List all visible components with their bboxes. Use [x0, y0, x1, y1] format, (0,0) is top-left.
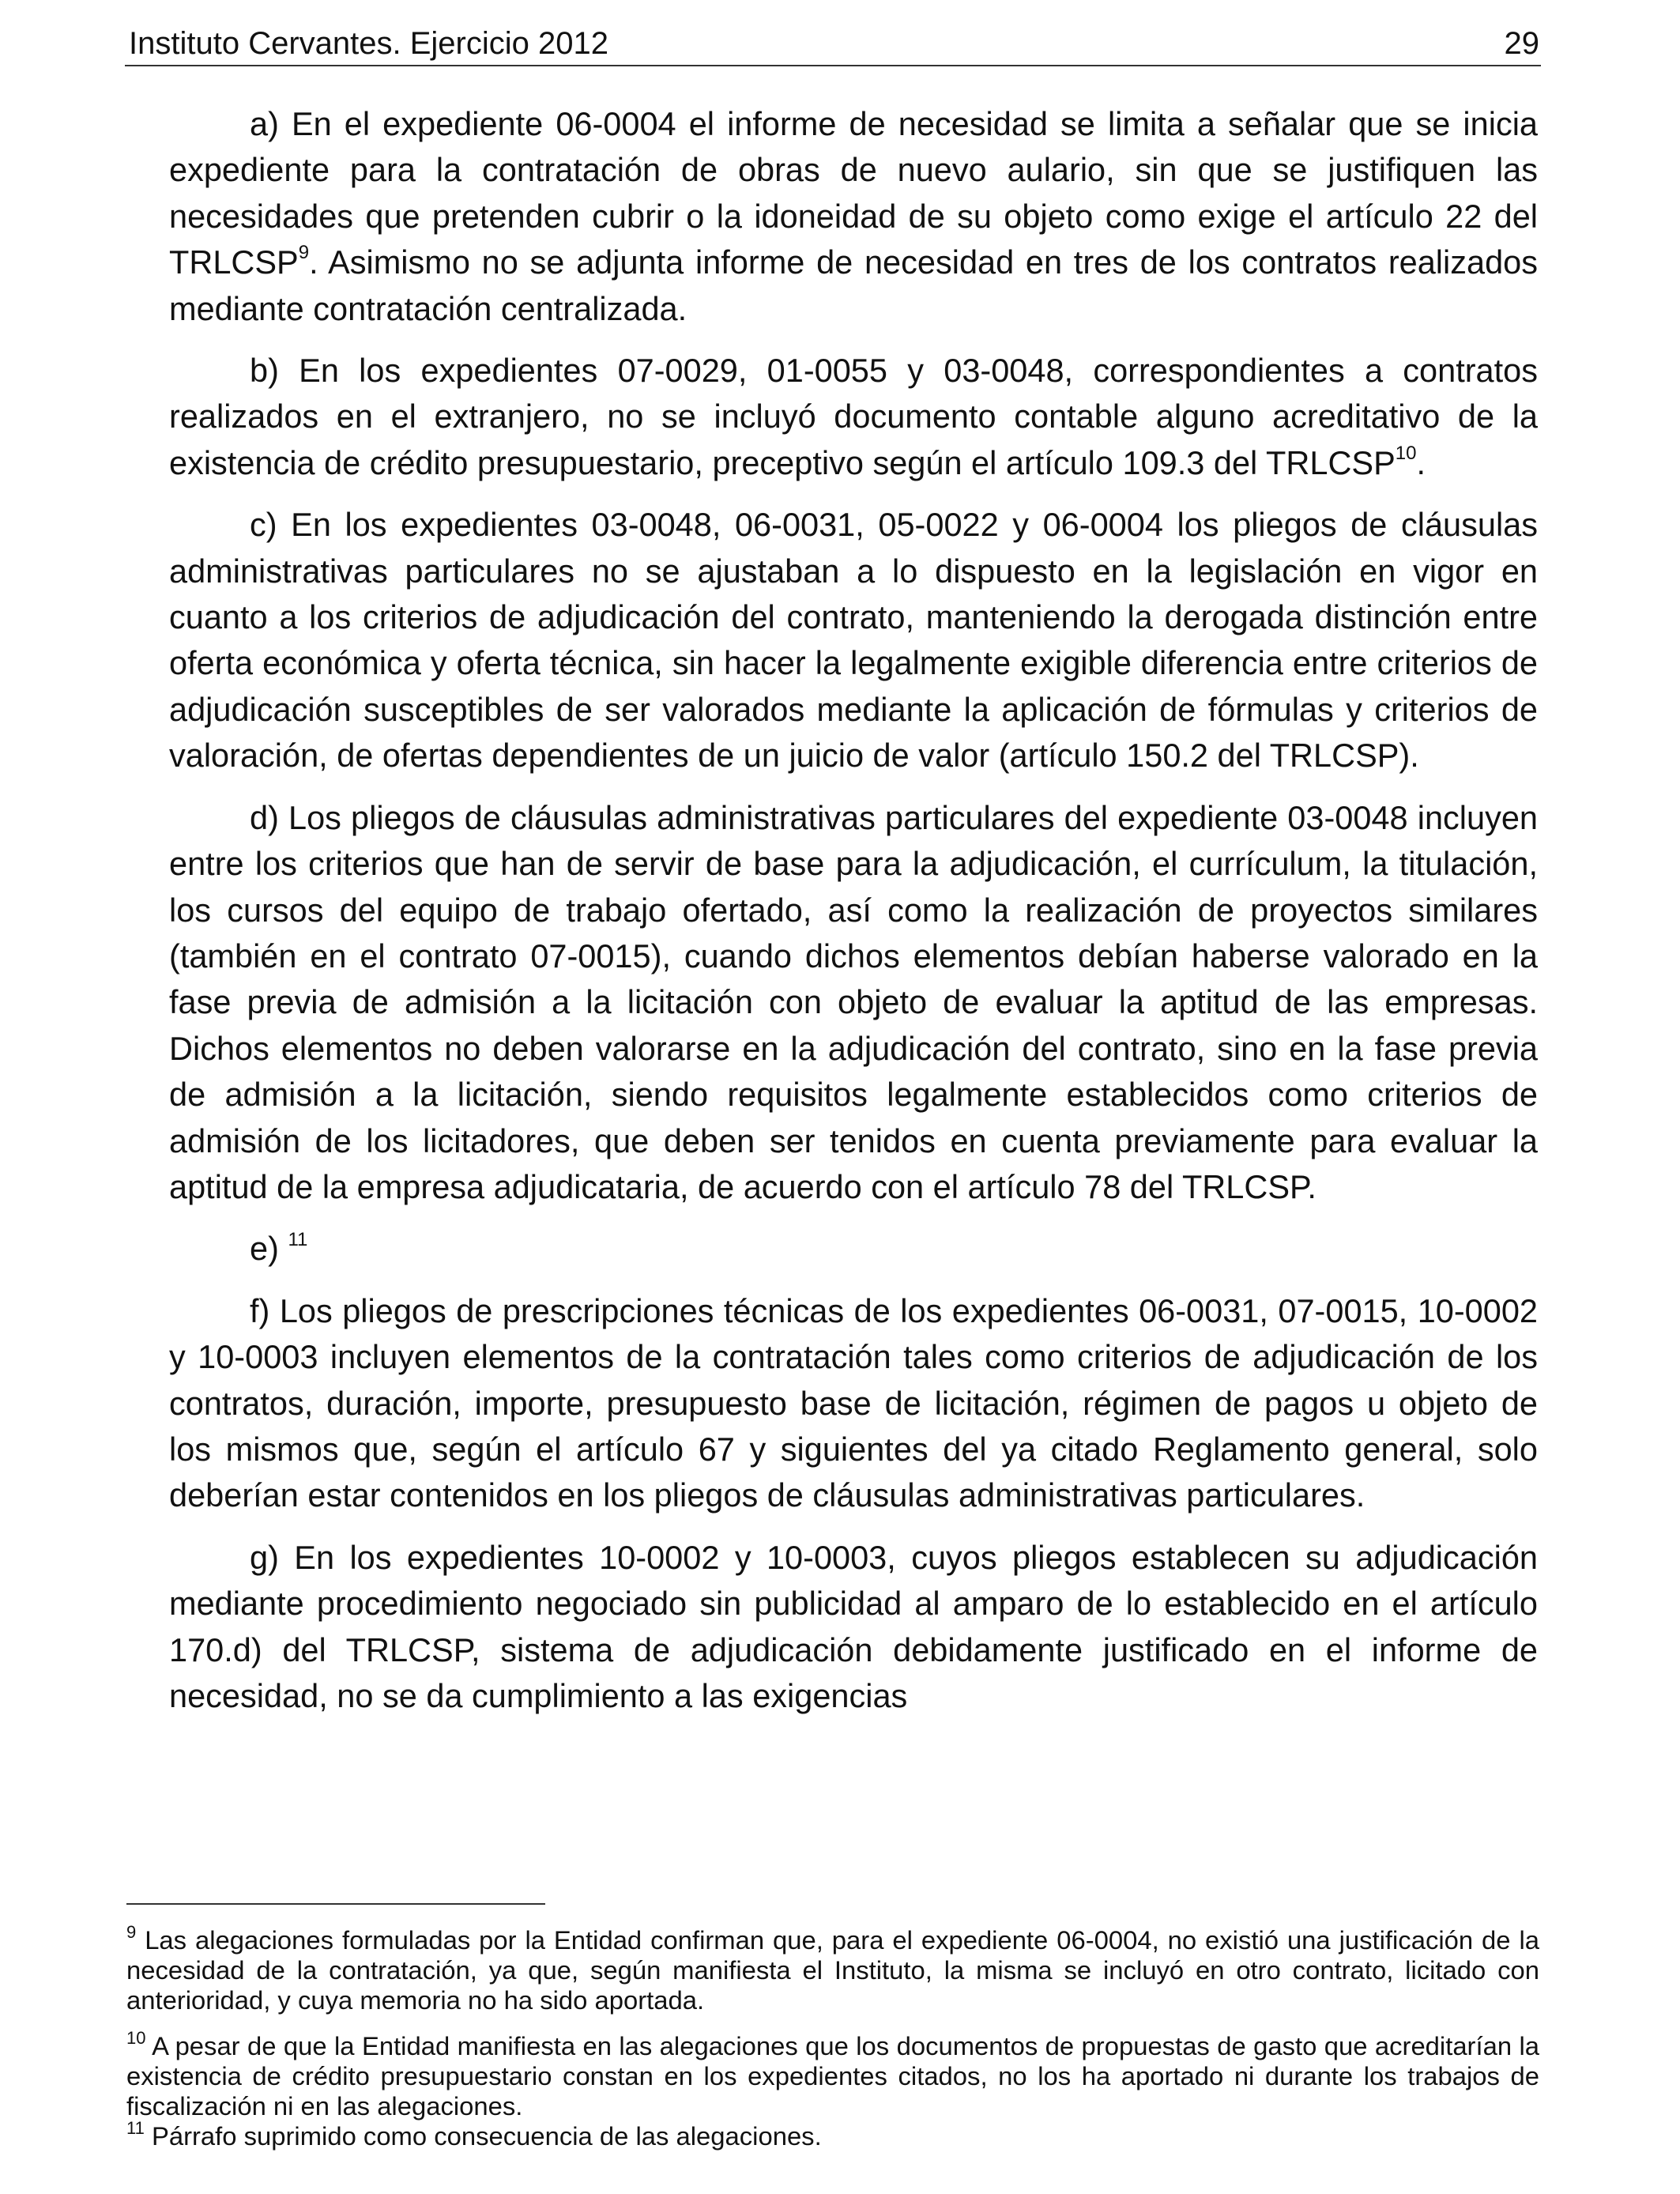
- paragraph-text: a) En el expediente 06-0004 el informe de necesidad se limita a señalar que se inicia expediente para la contratación de obras de nuevo aulario, sin que se justifiquen las necesidades que pretenden cubrir o la idoneidad de su objeto como exige el artículo 22 del TRLCSP: [169, 105, 1538, 281]
- header-rule: [125, 65, 1541, 66]
- paragraph-text: . Asimismo no se adjunta informe de necesidad en tres de los contratos realizados mediante contratación centralizada.: [169, 243, 1538, 327]
- paragraph-g: g) En los expedientes 10-0002 y 10-0003, cuyos pliegos establecen su adjudicación mediante procedimiento negociado sin publicidad al amparo de lo establecido en el artículo 170.d) del TRLCSP, sistema de adjudicación debidamente justificado en el informe de necesidad, no se da cumplimiento a las exigencias: [169, 1538, 1538, 1714]
- paragraph-text: .: [1416, 443, 1426, 481]
- paragraph-d: d) Los pliegos de cláusulas administrativas particulares del expediente 03-0048 incluyen entre los criterios que han de servir de base para la adjudicación, el currículum, la titulación, los cursos del equipo de trabajo ofertado, así como la realización de proyectos similares (también en el contrato 07-0015), cuando dichos elementos debían haberse valorado en la fase previa de admisión a la licitación con objeto de evaluar la aptitud de las empresas. Dichos elementos no deben valorarse en la adjudicación del contrato, sino en la fase previa de admisión a la licitación, siendo requisitos legalmente establecidos como criterios de admisión de los licitadores, que deben ser tenidos en cuenta previamente para evaluar la aptitud de la empresa adjudicataria, de acuerdo con el artículo 78 del TRLCSP.: [169, 798, 1538, 1205]
- page-number: 29: [1504, 26, 1539, 61]
- body-text: [169, 101, 1538, 1735]
- footnote-ref-11[interactable]: 11: [288, 1228, 308, 1250]
- paragraph-a: [169, 101, 1538, 332]
- footnote-text: Párrafo suprimido como consecuencia de las alegaciones.: [151, 2121, 822, 2151]
- footnote-text: Las alegaciones formuladas por la Entidad confirman que, para el expediente 06-0004, no existió una justificación de la necesidad de la contratación, ya que, según manifiesta el Instituto, la misma se incluyó en otro contrato, licitado con anterioridad, y cuya memoria no ha sido aportada.: [126, 1925, 1539, 2015]
- footnote-10: [126, 2028, 1540, 2121]
- paragraph-b: [169, 348, 1538, 486]
- page-header: [126, 24, 1539, 63]
- footnote-separator: [126, 1903, 545, 1905]
- footnote-text: A pesar de que la Entidad manifiesta en las alegaciones que los documentos de propuestas de gasto que acreditarían la existencia de crédito presupuestario constan en los expedientes citados, no los ha aportado ni durante los trabajos de fiscalización ni en las alegaciones.: [126, 2031, 1540, 2120]
- header-title: Instituto Cervantes. Ejercicio 2012: [129, 26, 608, 61]
- paragraph-text: e): [250, 1230, 288, 1268]
- paragraph-f: f) Los pliegos de prescripciones técnicas de los expedientes 06-0031, 07-0015, 10-0002 y 10-0003 incluyen elementos de la contratación tales como criterios de adjudicación de los contratos, duración, importe, presupuesto base de licitación, régimen de pagos u objeto de los mismos que, según el artículo 67 y siguientes del ya citado Reglamento general, solo deberían estar contenidos en los pliegos de cláusulas administrativas particulares.: [169, 1291, 1538, 1514]
- paragraph-text: b) En los expedientes 07-0029, 01-0055 y 03-0048, correspondientes a contratos realizados en el extranjero, no se incluyó documento contable alguno acreditativo de la existencia de crédito presupuestario, preceptivo según el artículo 109.3 del TRLCSP: [169, 352, 1538, 481]
- footnote-number: 11: [126, 2118, 145, 2139]
- footnote-number: 9: [126, 1922, 137, 1943]
- footnote-ref-9[interactable]: 9: [298, 242, 310, 264]
- footnote-number: 10: [126, 2028, 146, 2049]
- paragraph-c: c) En los expedientes 03-0048, 06-0031, 05-0022 y 06-0004 los pliegos de cláusulas administrativas particulares no se ajustaban a lo dispuesto en la legislación en vigor en cuanto a los criterios de adjudicación del contrato, manteniendo la derogada distinción entre oferta económica y oferta técnica, sin hacer la legalmente exigible diferencia entre criterios de adjudicación susceptibles de ser valorados mediante la aplicación de fórmulas y criterios de valoración, de ofertas dependientes de un juicio de valor (artículo 150.2 del TRLCSP).: [169, 506, 1538, 775]
- footnote-9: [126, 1922, 1539, 2015]
- footnotes: [126, 1922, 1540, 2167]
- footnote-11: [126, 2118, 1539, 2151]
- footnote-ref-10[interactable]: 10: [1395, 443, 1417, 465]
- paragraph-e: [169, 1226, 1538, 1272]
